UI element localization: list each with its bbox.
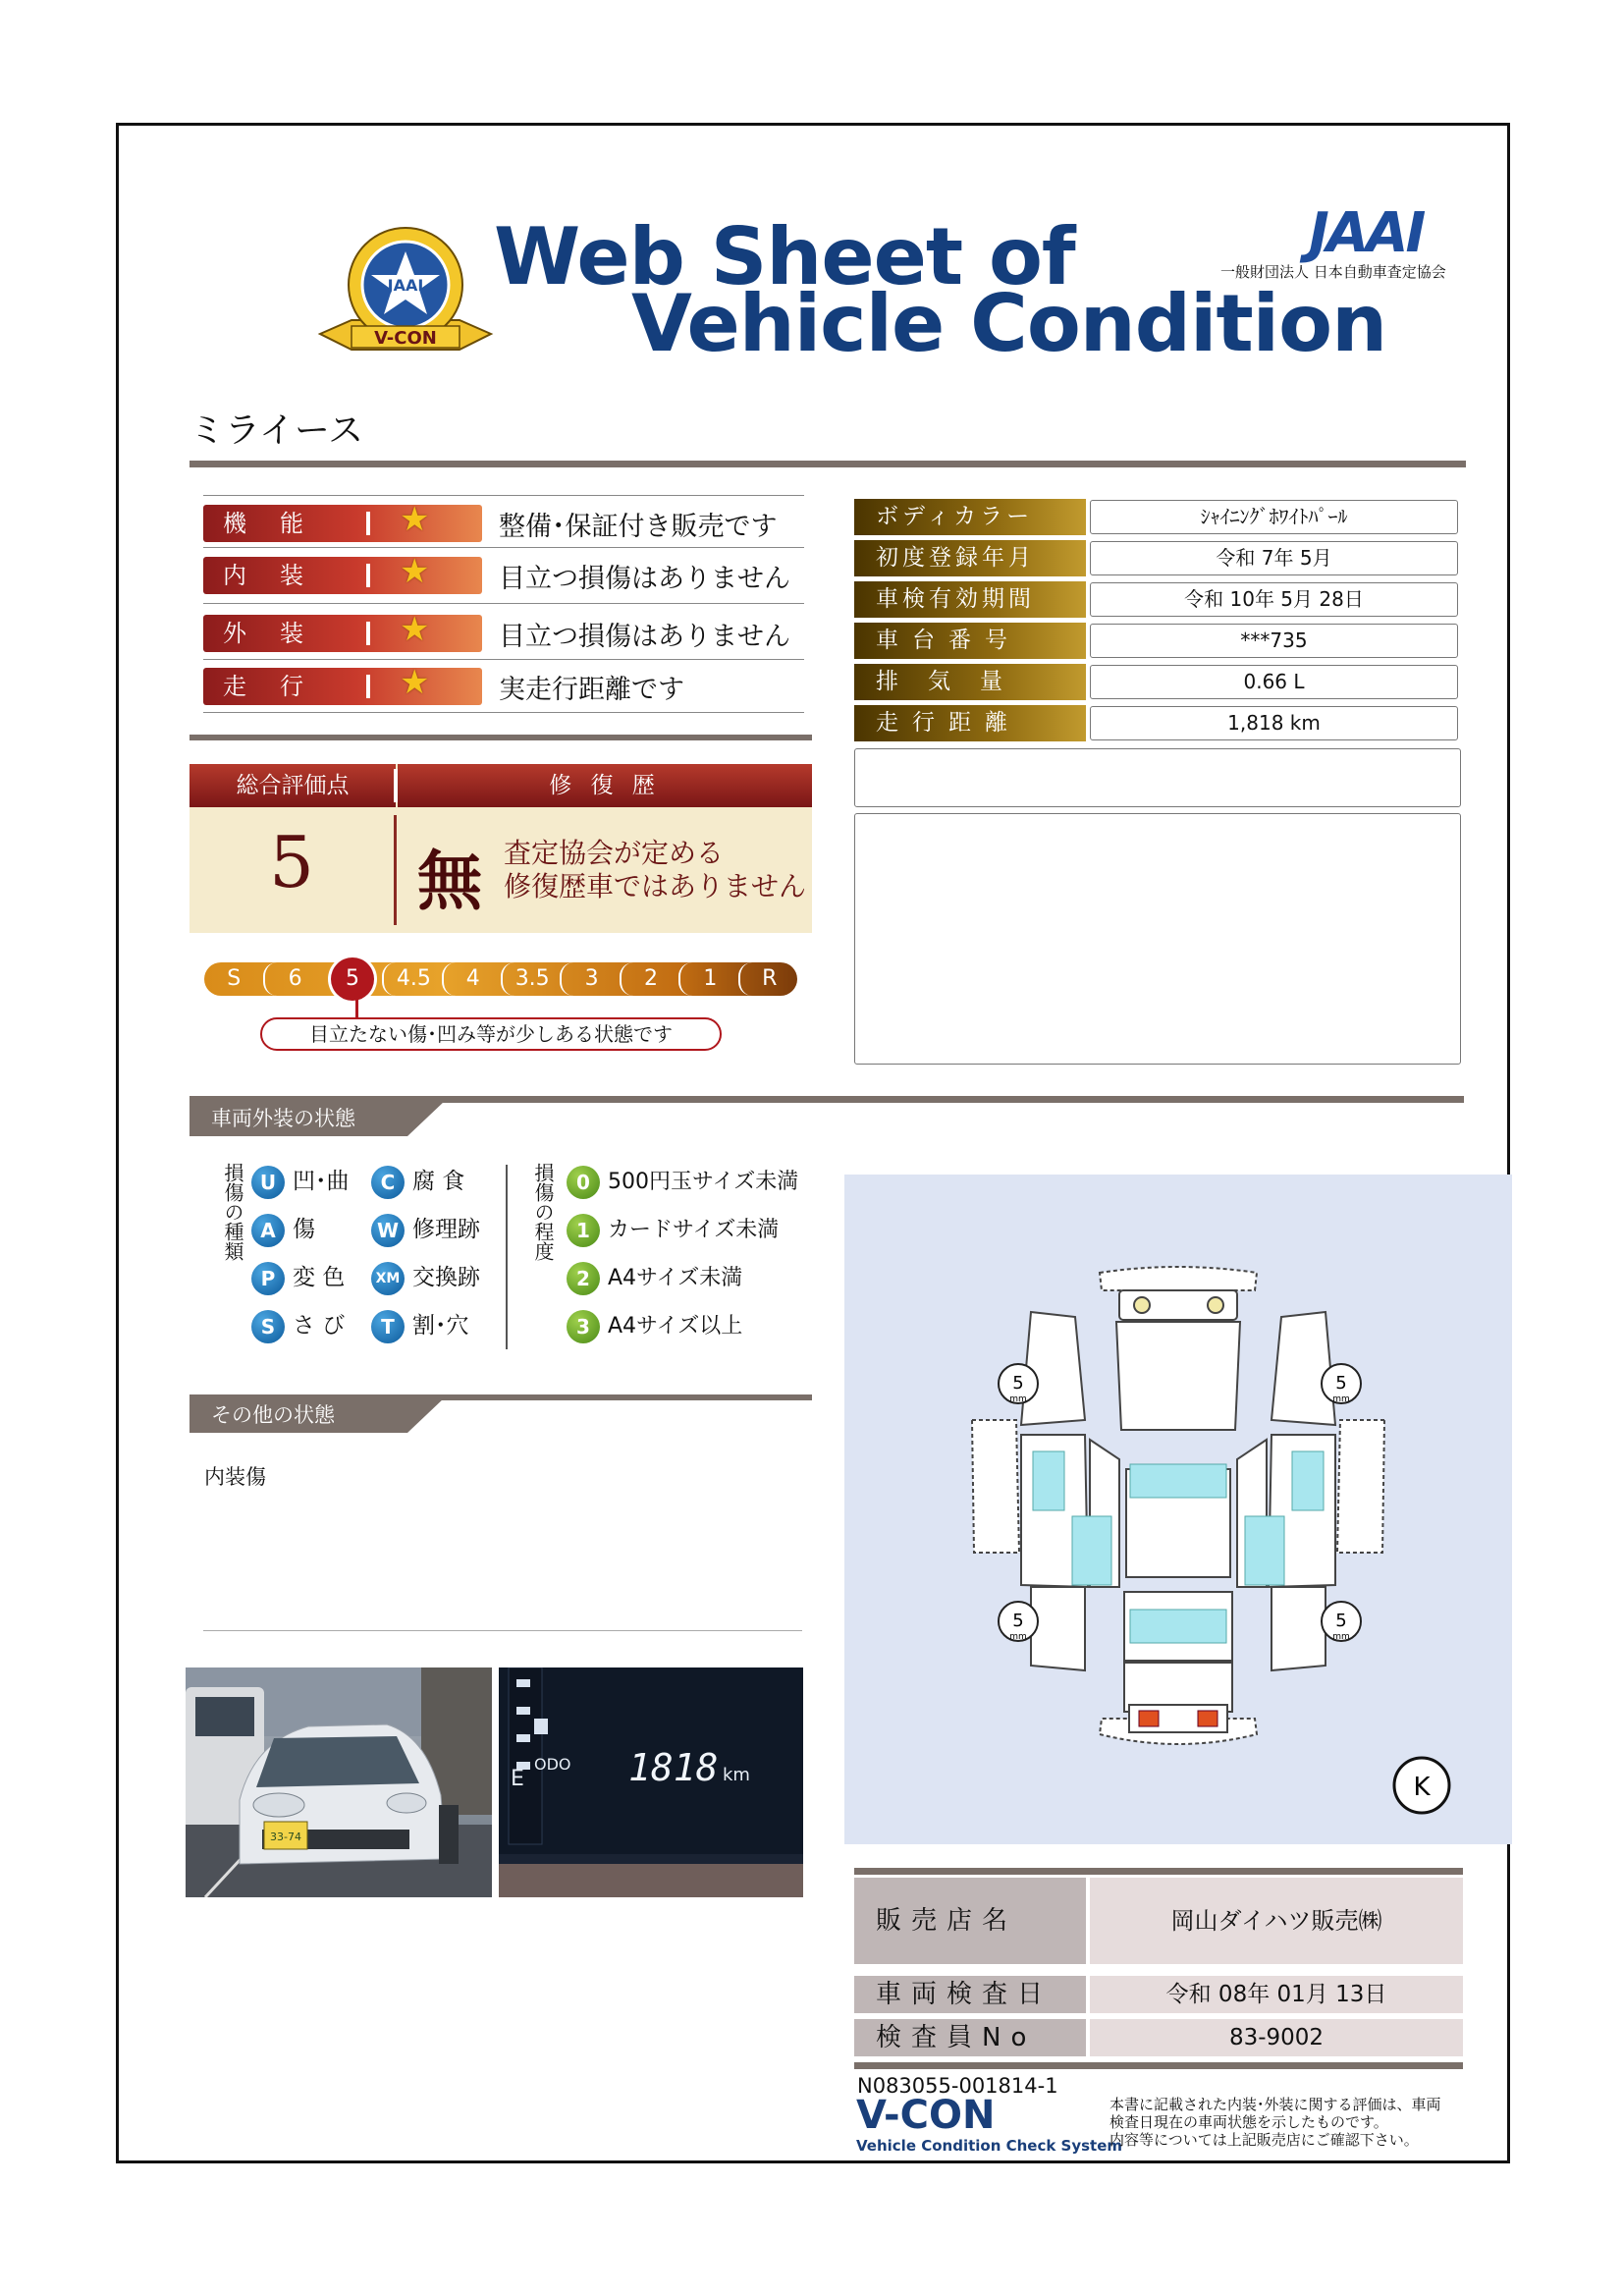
damage-type-code: C xyxy=(371,1166,405,1199)
odo-value: 1818 xyxy=(628,1746,719,1789)
section-rule xyxy=(854,2062,1463,2069)
damage-type-label: 傷 xyxy=(293,1217,315,1242)
spec-value: ｼｬｲﾆﾝｸﾞﾎﾜｲﾄﾊﾟｰﾙ xyxy=(1090,500,1458,534)
spec-label: ボディカラー xyxy=(854,499,1086,535)
damage-type-item xyxy=(251,1309,345,1342)
damage-type-item xyxy=(371,1165,464,1198)
grade-scale-item: 4 xyxy=(442,962,503,996)
tire-value: 5 xyxy=(1012,1611,1024,1631)
damage-type-item xyxy=(371,1261,480,1294)
other-heading-tab xyxy=(189,1397,445,1433)
dealer-label: 販売店名 xyxy=(854,1878,1086,1964)
jaai-logo xyxy=(1309,201,1461,265)
title-line1: Web Sheet of xyxy=(494,211,1075,302)
specs-table xyxy=(854,499,1463,746)
damage-type-item xyxy=(251,1213,315,1246)
spec-label: 初度登録年月 xyxy=(854,540,1086,576)
inspection-date-value: 令和 08年 01月 13日 xyxy=(1090,1976,1463,2013)
grade-scale-item: 3.5 xyxy=(501,962,562,996)
grade-scale-item: 6 xyxy=(263,962,324,996)
plate-text: 33-74 xyxy=(270,1831,301,1843)
divider xyxy=(203,603,804,604)
footer-note-line: 検査日現在の車両状態を示したものです。 xyxy=(1109,2113,1388,2131)
tire-value: 5 xyxy=(1335,1373,1347,1394)
overall-label: 総合評価点 xyxy=(189,764,396,807)
spec-row xyxy=(854,623,1463,664)
damage-degree-label: A4サイズ以上 xyxy=(608,1314,743,1339)
category-desc: 目立つ損傷はありません xyxy=(499,622,790,652)
jaai-logo-text: JAAI xyxy=(1309,201,1424,265)
title-rule xyxy=(189,461,1466,467)
damage-degree-code: 0 xyxy=(567,1166,600,1199)
other-text: 内装傷 xyxy=(204,1465,266,1489)
divider xyxy=(394,815,397,925)
comments-box xyxy=(854,813,1461,1065)
grade-scale-item: 1 xyxy=(678,962,739,996)
odometer-photo-image xyxy=(499,1667,803,1897)
spec-row xyxy=(854,581,1463,623)
body-diagram xyxy=(844,1175,1512,1844)
category-label: 機能 xyxy=(223,510,337,537)
grade-scale-item: S xyxy=(227,966,242,991)
damage-type-item xyxy=(251,1165,350,1198)
damage-type-code: U xyxy=(251,1166,285,1199)
tire-unit: mm xyxy=(1332,1394,1350,1404)
damage-type-code: W xyxy=(371,1214,405,1247)
inspection-date-label: 車両検査日 xyxy=(854,1976,1086,2013)
divider xyxy=(366,622,370,645)
divider xyxy=(366,512,370,535)
category-label: 走行 xyxy=(223,673,337,700)
star-icon: ★ xyxy=(400,552,430,591)
repair-desc-line: 修復歴車ではありません xyxy=(504,870,807,902)
category-label: 外装 xyxy=(223,620,337,647)
damage-type-code: XM xyxy=(371,1262,405,1295)
damage-degree-item xyxy=(567,1309,742,1342)
spec-row xyxy=(854,499,1463,540)
damage-type-code: S xyxy=(251,1310,285,1343)
damage-degree-label: カードサイズ未満 xyxy=(608,1218,780,1242)
divider xyxy=(366,675,370,698)
damage-type-code: A xyxy=(251,1214,285,1247)
divider xyxy=(203,712,804,713)
category-desc: 実走行距離です xyxy=(499,675,684,705)
other-heading: その他の状態 xyxy=(211,1403,335,1427)
damage-degree-code: 3 xyxy=(567,1310,600,1343)
org-name: 一般財団法人 日本自動車査定協会 xyxy=(1220,263,1446,281)
vcon-logo: V-CON xyxy=(856,2093,996,2138)
category-desc: 整備･保証付き販売です xyxy=(499,512,778,542)
damage-degree-item xyxy=(567,1165,798,1198)
scale-pointer xyxy=(355,996,358,1019)
footer-note-line: 本書に記載された内装･外装に関する評価は、車両 xyxy=(1109,2096,1441,2113)
spec-value: 令和 7年 5月 xyxy=(1090,541,1458,575)
grade-scale-item: 3 xyxy=(560,962,621,996)
divider xyxy=(203,495,804,496)
repair-label: 修 復 歴 xyxy=(398,764,812,807)
damage-type-label: 変 色 xyxy=(293,1265,346,1290)
damage-degree-code: 1 xyxy=(567,1214,600,1247)
tire-unit: mm xyxy=(1009,1394,1027,1404)
damage-type-label: さ び xyxy=(293,1313,346,1339)
odo-label: ODO xyxy=(534,1755,571,1774)
tire-value: 5 xyxy=(1012,1373,1024,1394)
category-badge xyxy=(203,663,482,705)
exterior-heading: 車両外装の状態 xyxy=(211,1107,355,1130)
divider xyxy=(506,1165,508,1349)
spec-row xyxy=(854,705,1463,746)
document-number: N083055-001814-1 xyxy=(857,2074,1058,2098)
damage-degree-label: A4サイズ未満 xyxy=(608,1266,743,1290)
car-photo[interactable] xyxy=(186,1667,492,1897)
badge-text: V-CON xyxy=(374,328,437,349)
damage-degree-item xyxy=(567,1261,742,1294)
spec-value: ***735 xyxy=(1090,624,1458,658)
inspector-label: 検査員No xyxy=(854,2019,1086,2056)
damage-type-label: 修理跡 xyxy=(412,1217,480,1242)
car-photo-image xyxy=(186,1667,492,1897)
footer-note-line: 内容等については上記販売店にご確認下さい。 xyxy=(1109,2131,1419,2149)
spec-value: 令和 10年 5月 28日 xyxy=(1090,582,1458,617)
dealer-value: 岡山ダイハツ販売㈱ xyxy=(1090,1878,1463,1964)
divider xyxy=(203,1630,802,1631)
category-driving xyxy=(203,663,482,705)
damage-type-label: 交換跡 xyxy=(412,1265,480,1290)
damage-degree-code: 2 xyxy=(567,1262,600,1295)
odo-unit: km xyxy=(723,1765,750,1785)
category-exterior xyxy=(203,610,482,652)
car-diagram-image xyxy=(844,1175,1512,1844)
inspector-value: 83-9002 xyxy=(1090,2019,1463,2056)
damage-type-item xyxy=(371,1309,469,1342)
damage-type-label: 割･穴 xyxy=(412,1313,469,1339)
tire-unit: mm xyxy=(1332,1632,1350,1642)
spec-label: 車台番号 xyxy=(854,623,1086,659)
damage-type-item xyxy=(251,1261,345,1294)
notes-box xyxy=(854,748,1461,807)
category-interior xyxy=(203,552,482,594)
section-rule xyxy=(854,1868,1463,1875)
vcon-subtitle: Vehicle Condition Check System xyxy=(856,2137,1123,2155)
title-line2: Vehicle Condition xyxy=(631,278,1387,369)
divider xyxy=(203,659,804,660)
category-function xyxy=(203,500,482,542)
spec-label: 車検有効期間 xyxy=(854,581,1086,618)
spec-value: 1,818 km xyxy=(1090,706,1458,740)
damage-degree-heading: 損傷の程度 xyxy=(531,1163,555,1261)
odometer-photo[interactable] xyxy=(499,1667,803,1897)
category-badge xyxy=(203,552,482,594)
star-icon: ★ xyxy=(400,500,430,539)
tire-value: 5 xyxy=(1335,1611,1347,1631)
fuel-letter: E xyxy=(511,1767,524,1791)
grade-scale-item: R xyxy=(738,962,799,996)
grade-scale-item: 2 xyxy=(620,962,680,996)
overall-score: 5 xyxy=(269,821,314,903)
damage-type-label: 凹･曲 xyxy=(293,1169,350,1194)
spec-row xyxy=(854,664,1463,705)
diagram-marker: K xyxy=(1413,1773,1431,1802)
spec-row xyxy=(854,540,1463,581)
category-label: 内装 xyxy=(223,562,337,589)
svg-text:JAAI: JAAI xyxy=(387,276,424,295)
repair-desc-line: 査定協会が定める xyxy=(504,837,725,869)
category-badge xyxy=(203,500,482,542)
vcon-badge-icon xyxy=(312,224,499,371)
grade-desc: 目立たない傷･凹み等が少しある状態です xyxy=(260,1017,722,1051)
damage-degree-item xyxy=(567,1213,779,1246)
grade-scale-item: 5 xyxy=(331,957,374,1001)
damage-type-code: P xyxy=(251,1262,285,1295)
repair-desc xyxy=(504,837,806,903)
car-name: ミライース xyxy=(189,410,364,451)
category-desc: 目立つ損傷はありません xyxy=(499,564,790,594)
damage-degree-label: 500円玉サイズ未満 xyxy=(608,1170,799,1194)
star-icon: ★ xyxy=(400,663,430,702)
divider xyxy=(203,547,804,548)
repair-kanji: 無 xyxy=(417,843,482,919)
damage-type-item xyxy=(371,1213,480,1246)
star-icon: ★ xyxy=(400,610,430,649)
grade-scale xyxy=(204,962,797,996)
spec-label: 排気量 xyxy=(854,664,1086,700)
footer-note xyxy=(1109,2096,1463,2149)
divider xyxy=(366,564,370,587)
exterior-heading-tab xyxy=(189,1101,445,1136)
grade-scale-item: 4.5 xyxy=(382,962,443,996)
damage-type-code: T xyxy=(371,1310,405,1343)
spec-value: 0.66 L xyxy=(1090,665,1458,699)
grade-panel xyxy=(189,764,812,933)
category-badge xyxy=(203,610,482,652)
spec-label: 走行距離 xyxy=(854,705,1086,741)
damage-type-label: 腐 食 xyxy=(412,1169,465,1194)
tire-unit: mm xyxy=(1009,1632,1027,1642)
damage-type-heading: 損傷の種類 xyxy=(221,1163,244,1261)
section-rule xyxy=(189,735,812,740)
